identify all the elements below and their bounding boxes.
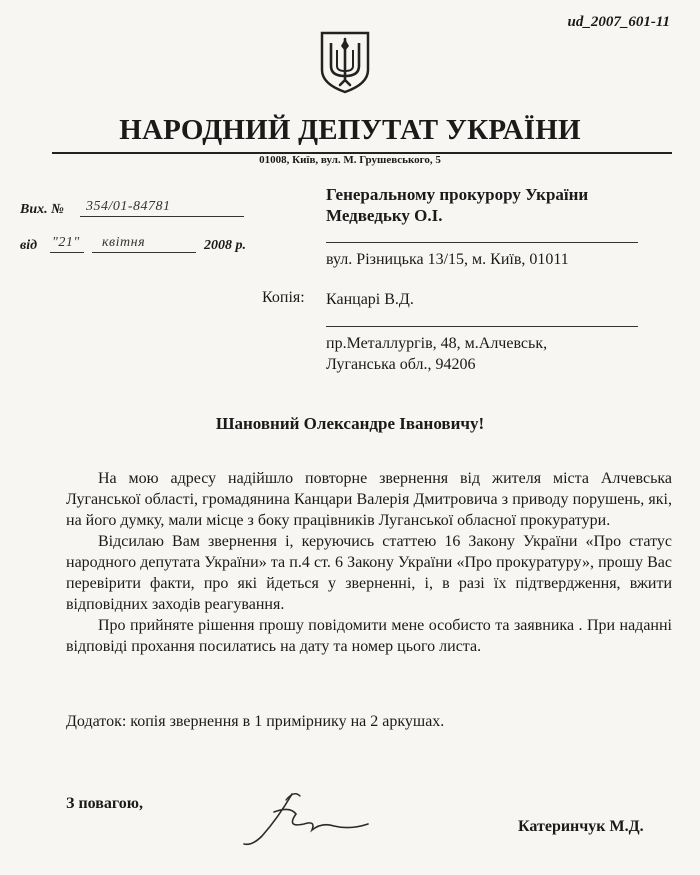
copy-address-line1: пр.Металлургів, 48, м.Алчевськ, <box>326 335 548 352</box>
org-address: 01008, Київ, вул. М. Грушевського, 5 <box>259 154 441 166</box>
outgoing-number-value: 354/01-84781 <box>86 199 171 214</box>
date-prefix: від <box>20 238 38 253</box>
recipient-title: Генеральному прокурору України <box>326 185 589 204</box>
greeting: Шановний Олександре Івановичу! <box>215 414 485 433</box>
body-paragraph: Про прийняте рішення прошу повідомити мене особисто та заявника . При наданні відповіді прохання посилатись на дату та номер цього листа. <box>66 617 672 655</box>
org-title: НАРОДНИЙ ДЕПУТАТ УКРАЇНИ <box>119 114 581 146</box>
letter-body <box>66 468 672 657</box>
copy-address-line2: Луганська обл., 94206 <box>326 356 476 373</box>
recipient-address: вул. Різницька 13/15, м. Київ, 01011 <box>326 251 569 268</box>
date-year: 2008 р. <box>204 238 246 253</box>
closing-regards: З повагою, <box>66 795 143 812</box>
attachment-note: Додаток: копія звернення в 1 примірнику на 2 аркушах. <box>66 713 445 730</box>
date-month-line <box>92 252 196 253</box>
date-day: "21" <box>52 235 80 250</box>
body-paragraph: Відсилаю Вам звернення і, керуючись статтею 16 Закону України «Про статус народного депутата України» та п.4 ст. 6 Закону України «Про прокуратуру», прошу Вас перевірити факти, про які йдеться у зверненні, і, в разі їх підтвердження, вжити відповідних заходів реагування. <box>66 533 672 613</box>
copy-divider <box>326 326 638 327</box>
copy-address <box>326 333 547 375</box>
signer-name: Катеринчук М.Д. <box>518 818 644 835</box>
body-paragraph: На мою адресу надійшло повторне звернення від жителя міста Алчевська Луганської області, громадянина Канцари Валерія Дмитровича з приводу порушень, які, на його думку, мали місце з боку працівників Луганської обласної прокуратури. <box>66 470 672 529</box>
date-month: квітня <box>102 235 146 250</box>
trident-icon <box>318 30 372 94</box>
recipient-divider <box>326 242 638 243</box>
date-day-line <box>50 252 84 253</box>
outgoing-number-line <box>80 216 244 217</box>
document-id: ud_2007_601-11 <box>567 14 670 30</box>
copy-name: Канцарі В.Д. <box>326 291 414 308</box>
copy-label: Копія: <box>262 289 305 306</box>
recipient-name: Медведьку О.І. <box>326 206 443 225</box>
signature-icon <box>234 784 374 848</box>
outgoing-number-label: Вих. № <box>20 202 64 217</box>
recipient-block <box>326 184 588 226</box>
